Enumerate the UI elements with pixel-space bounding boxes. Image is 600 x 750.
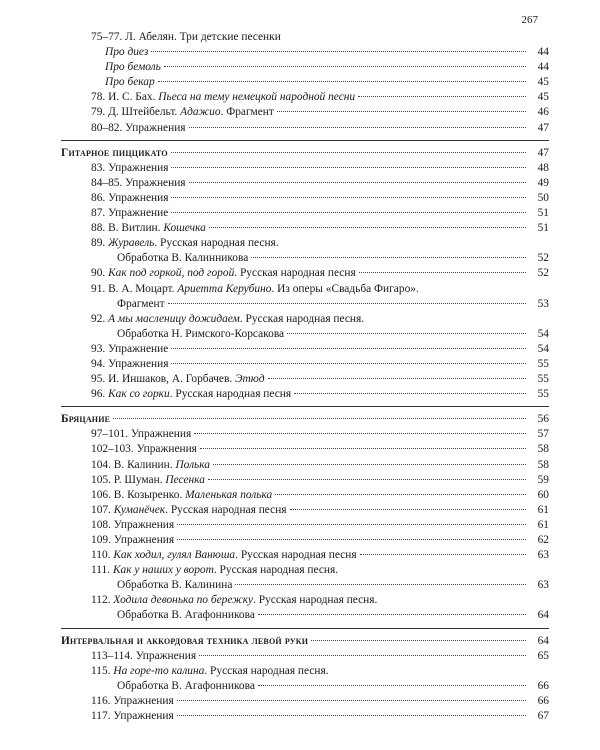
- entry-title-text: . Русская народная песня: [234, 267, 356, 280]
- entry-page: 52: [537, 267, 549, 280]
- entry-page: 61: [537, 503, 549, 516]
- dot-leader: [158, 81, 526, 82]
- entry-page: 57: [537, 428, 549, 441]
- entry-title-italic: На горе-то калина: [113, 664, 205, 677]
- entry-title: [91, 266, 356, 281]
- entry-title: [91, 488, 272, 503]
- entry-title: [91, 90, 355, 105]
- entry-title: [91, 357, 168, 372]
- dot-leader: [258, 614, 526, 615]
- entry-page: 58: [537, 458, 549, 471]
- entry-title: [117, 679, 255, 694]
- entry-title: [91, 563, 338, 578]
- toc-entry: [61, 30, 549, 45]
- toc-entry: [61, 533, 549, 548]
- entry-title: [91, 30, 281, 45]
- entry-title-text: Фрагмент: [117, 297, 165, 310]
- entry-page: 61: [537, 518, 549, 531]
- entry-title-text: 92.: [91, 312, 109, 325]
- dot-leader: [208, 479, 526, 480]
- entry-title: [91, 649, 196, 664]
- entry-title-text: 96.: [91, 388, 109, 401]
- section-title: Бряцание: [61, 413, 111, 426]
- entry-title-text: Обработка Н. Римского-Корсакова: [117, 327, 285, 340]
- toc-entry: [61, 297, 549, 312]
- entry-page: 59: [537, 473, 549, 486]
- entry-title: [91, 518, 174, 533]
- entry-title: [91, 161, 168, 176]
- entry-title-text: 79. Д. Штейбельт.: [91, 106, 181, 119]
- entry-page: 54: [537, 342, 549, 355]
- section-page: 56: [537, 413, 549, 426]
- toc-entry: [61, 548, 549, 563]
- dot-leader: [189, 127, 526, 128]
- entry-title-text: . Из оперы «Свадьба Фигаро».: [271, 282, 419, 295]
- entry-title: [105, 60, 161, 75]
- entry-title: [91, 342, 168, 357]
- toc-entry: [61, 578, 549, 593]
- dot-leader: [200, 448, 526, 449]
- entry-title: [91, 533, 174, 548]
- toc-entry: [61, 45, 549, 60]
- entry-title: [91, 442, 197, 457]
- entry-title: [91, 191, 168, 206]
- entry-page: 44: [537, 46, 549, 59]
- entry-title-text: Обработка В. Калинникова: [117, 252, 249, 265]
- dot-leader: [168, 303, 526, 304]
- entry-title: [91, 221, 206, 236]
- toc-entry: [61, 266, 549, 281]
- dot-leader: [171, 167, 526, 168]
- dot-leader: [177, 539, 526, 540]
- entry-page: 65: [537, 649, 549, 662]
- entry-page: 66: [537, 679, 549, 692]
- entry-title-text: 80–82. Упражнения: [91, 121, 186, 134]
- entry-title-text: 116. Упражнения: [91, 694, 174, 707]
- section-page: 64: [537, 634, 549, 647]
- entry-title-text: 84–85. Упражнения: [91, 176, 186, 189]
- entry-title-italic: Адажио: [180, 106, 221, 119]
- toc-entry: [61, 236, 549, 251]
- entry-page: 54: [537, 327, 549, 340]
- entry-page: 62: [537, 534, 549, 546]
- section-page: 47: [537, 146, 549, 159]
- entry-title: [117, 578, 232, 593]
- toc-entry: [61, 105, 549, 120]
- entry-title-text: 105. Р. Шуман.: [91, 473, 166, 486]
- dot-leader: [199, 655, 526, 656]
- section-title: Интервальная и аккордовая техника левой руки: [61, 634, 309, 647]
- toc-entry: [61, 563, 549, 578]
- dot-leader: [358, 96, 526, 97]
- entry-title: [117, 327, 284, 342]
- entry-page: 63: [537, 549, 549, 562]
- entry-title: [91, 709, 174, 724]
- entry-title-italic: Журавель: [108, 237, 155, 250]
- entry-title: [91, 694, 174, 709]
- entry-title-text: . Русская народная песня.: [239, 312, 365, 325]
- section-divider: [61, 140, 549, 141]
- entry-page: 45: [537, 76, 549, 89]
- dot-leader: [151, 51, 526, 52]
- toc-entry: [61, 442, 549, 457]
- entry-title: [91, 548, 357, 563]
- toc-entry: [61, 357, 549, 372]
- toc-entry: [61, 121, 549, 136]
- entry-title: [105, 75, 155, 90]
- entry-title-text: 117. Упражнения: [91, 710, 174, 723]
- toc-entry: [61, 251, 549, 266]
- entry-title-text: . Фрагмент: [220, 106, 274, 119]
- dot-leader: [177, 715, 526, 716]
- toc-entry: [61, 90, 549, 105]
- toc-entry: [61, 327, 549, 342]
- dot-leader: [164, 66, 526, 67]
- entry-title: [91, 427, 191, 442]
- entry-title-text: Обработка В. Агафонникова: [117, 609, 255, 622]
- dot-leader: [177, 524, 526, 525]
- entry-page: 55: [537, 357, 549, 370]
- entry-title: [91, 282, 419, 297]
- entry-title-text: 91. В. А. Моцарт.: [91, 282, 178, 295]
- dot-leader: [171, 152, 526, 153]
- entry-title-italic: Как под горкой, под горой: [108, 267, 235, 280]
- entry-page: 48: [537, 161, 549, 174]
- toc-entry: [61, 372, 549, 387]
- dot-leader: [258, 685, 526, 686]
- entry-title-text: . Русская народная песня.: [154, 237, 279, 250]
- entry-title-text: 109. Упражнения: [91, 534, 175, 546]
- dot-leader: [359, 272, 526, 273]
- entry-title-italic: Кошечка: [163, 222, 206, 235]
- entry-page: 55: [537, 373, 549, 386]
- entry-title: [91, 372, 265, 387]
- dot-leader: [294, 393, 526, 394]
- entry-title: [91, 236, 279, 251]
- toc-entry: [61, 427, 549, 442]
- entry-page: 47: [537, 121, 549, 134]
- entry-title-text: 83. Упражнения: [91, 161, 169, 174]
- table-of-contents: [61, 30, 549, 724]
- dot-leader: [113, 418, 526, 419]
- entry-title-text: 113–114. Упражнения: [91, 649, 197, 662]
- entry-title-text: 102–103. Упражнения: [91, 443, 197, 456]
- entry-page: 51: [537, 222, 549, 235]
- entry-title: [91, 312, 364, 327]
- dot-leader: [189, 182, 526, 183]
- entry-page: 63: [537, 579, 549, 592]
- toc-entry: [61, 206, 549, 221]
- toc-entry: [61, 312, 549, 327]
- entry-title-text: . Русская народная песня.: [253, 594, 378, 607]
- entry-page: 51: [537, 207, 549, 220]
- toc-entry: [61, 694, 549, 709]
- page-number: 267: [521, 14, 538, 26]
- entry-title: [91, 105, 274, 120]
- entry-title-text: 104. В. Калинин.: [91, 458, 176, 471]
- entry-title: [91, 458, 210, 473]
- entry-page: 55: [537, 388, 549, 401]
- entry-page: 46: [537, 106, 549, 119]
- toc-entry: [61, 176, 549, 191]
- toc-entry: [61, 75, 549, 90]
- entry-title-text: . Русская народная песня: [165, 503, 287, 516]
- entry-title-text: Обработка В. Калинина: [117, 579, 233, 592]
- toc-entry: [61, 608, 549, 623]
- toc-entry: [61, 503, 549, 518]
- entry-title-italic: Про бекар: [105, 76, 155, 89]
- entry-title: [91, 593, 377, 608]
- entry-title-italic: Маленькая полька: [185, 488, 273, 501]
- entry-title-italic: Ходила девонька по бережку: [113, 594, 254, 607]
- entry-title: [91, 473, 205, 488]
- entry-title: [117, 297, 165, 312]
- toc-entry: [61, 282, 549, 297]
- dot-leader: [268, 378, 526, 379]
- entry-page: 58: [537, 443, 549, 456]
- entry-title-text: . Русская народная песня: [169, 388, 292, 401]
- dot-leader: [171, 348, 526, 349]
- toc-entry: [61, 593, 549, 608]
- dot-leader: [213, 464, 526, 465]
- toc-entry: [61, 458, 549, 473]
- entry-title-text: 86. Упражнения: [91, 191, 169, 204]
- entry-title-text: 115.: [91, 664, 114, 677]
- entry-page: 64: [537, 609, 549, 622]
- entry-title-italic: Как у наших у ворот: [112, 564, 214, 577]
- toc-entry: [61, 221, 549, 236]
- entry-title-text: . Русская народная песня.: [204, 664, 329, 677]
- toc-section-heading: [61, 144, 549, 161]
- toc-entry: [61, 342, 549, 357]
- dot-leader: [251, 257, 526, 258]
- dot-leader: [209, 227, 526, 228]
- dot-leader: [171, 363, 526, 364]
- entry-title-text: 108. Упражнения: [91, 518, 175, 531]
- entry-title-text: 93. Упражнение: [91, 342, 169, 355]
- dot-leader: [290, 509, 526, 510]
- entry-title-italic: А мы масленицу дожидаем: [108, 312, 240, 325]
- entry-title-text: 87. Упражнение: [91, 207, 169, 220]
- entry-title-text: 75–77. Л. Абелян. Три детские песенки: [91, 31, 281, 43]
- toc-entry: [61, 709, 549, 724]
- entry-title-text: 95. И. Иншаков, А. Горбачев.: [91, 373, 236, 386]
- entry-page: 60: [537, 488, 549, 501]
- entry-title: [105, 45, 148, 60]
- entry-title-italic: Куманёчек: [113, 503, 166, 516]
- dot-leader: [171, 197, 526, 198]
- section-divider: [61, 406, 549, 407]
- toc-entry: [61, 191, 549, 206]
- entry-title: [117, 608, 255, 623]
- entry-page: 66: [537, 694, 549, 707]
- entry-title-text: . Русская народная песня: [235, 549, 357, 562]
- dot-leader: [360, 554, 526, 555]
- entry-title-text: 97–101. Упражнения: [91, 428, 192, 441]
- toc-section-heading: [61, 632, 549, 649]
- entry-page: 67: [537, 710, 549, 723]
- entry-title-italic: Этюд: [235, 373, 265, 386]
- toc-entry: [61, 679, 549, 694]
- entry-title-text: 90.: [91, 267, 109, 280]
- entry-page: 50: [537, 191, 549, 204]
- toc-entry: [61, 488, 549, 503]
- entry-title-text: 107.: [91, 503, 114, 516]
- section-title: Гитарное пиццикато: [61, 146, 168, 159]
- dot-leader: [277, 111, 526, 112]
- dot-leader: [287, 333, 526, 334]
- toc-entry: [61, 518, 549, 533]
- dot-leader: [235, 584, 526, 585]
- toc-entry: [61, 649, 549, 664]
- entry-title-italic: Ариетта Керубино: [177, 282, 272, 295]
- entry-title-text: Обработка В. Агафонникова: [117, 679, 255, 692]
- entry-title-italic: Пьеса на тему немецкой народной песни: [158, 91, 356, 104]
- toc-entry: [61, 387, 549, 402]
- entry-title: [117, 251, 248, 266]
- entry-page: 52: [537, 252, 549, 265]
- toc-entry: [61, 664, 549, 679]
- toc-entry: [61, 473, 549, 488]
- entry-title: [91, 206, 168, 221]
- toc-entry: [61, 60, 549, 75]
- entry-title-italic: Как ходил, гулял Ванюша: [113, 549, 236, 562]
- entry-title-text: 78. И. С. Бах.: [91, 91, 159, 104]
- entry-title-italic: Полька: [175, 458, 210, 471]
- entry-page: 44: [537, 61, 549, 74]
- dot-leader: [177, 700, 526, 701]
- entry-page: 49: [537, 176, 549, 189]
- entry-title-text: 94. Упражнения: [91, 357, 169, 370]
- entry-title-text: 110.: [91, 549, 114, 562]
- entry-title-text: 112.: [91, 594, 114, 607]
- entry-title: [91, 664, 329, 679]
- entry-page: 45: [537, 91, 549, 104]
- entry-title-italic: Про бемоль: [105, 61, 161, 74]
- entry-title: [91, 503, 287, 518]
- dot-leader: [194, 433, 526, 434]
- entry-title-italic: Как со горки: [108, 388, 170, 401]
- entry-title: [91, 387, 291, 402]
- toc-section-heading: [61, 410, 549, 427]
- dot-leader: [275, 494, 526, 495]
- entry-title-text: 111.: [91, 564, 113, 577]
- entry-title-italic: Про диез: [105, 46, 149, 59]
- entry-title: [91, 121, 186, 136]
- entry-title-text: . Русская народная песня.: [213, 564, 339, 577]
- dot-leader: [171, 212, 526, 213]
- entry-title-text: 88. В. Витлин.: [91, 222, 164, 235]
- dot-leader: [311, 640, 526, 641]
- entry-page: 53: [537, 297, 549, 310]
- entry-title-italic: Песенка: [165, 473, 205, 486]
- entry-title: [91, 176, 186, 191]
- entry-title-text: 106. В. Козыренко.: [91, 488, 186, 501]
- entry-title-text: 89.: [91, 237, 109, 250]
- toc-entry: [61, 161, 549, 176]
- section-divider: [61, 628, 549, 629]
